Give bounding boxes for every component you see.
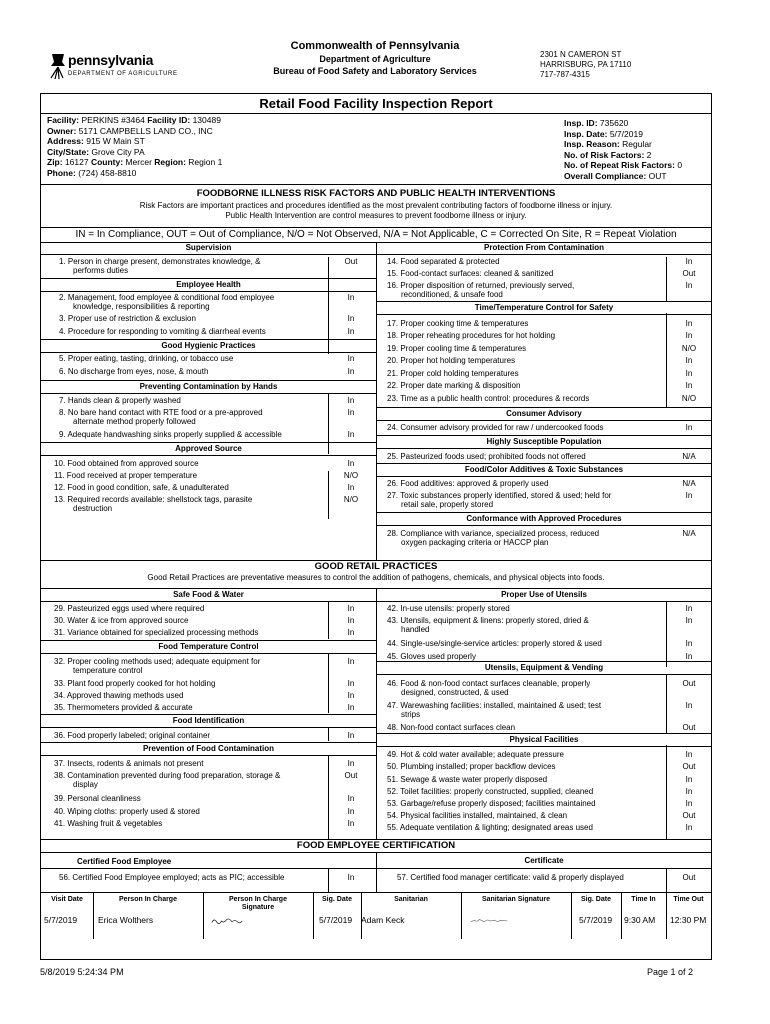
sanitarian-signature-header: Sanitarian Signature (481, 896, 551, 903)
item-text: 26. Food additives: approved & properly used (387, 479, 549, 488)
item-text: 24. Consumer advisory provided for raw / undercooked foods (387, 423, 604, 432)
item-text: 40. Wiping cloths: properly used & stored (54, 807, 200, 816)
item-text: 38. Contamination prevented during food preparation, storage & (54, 771, 281, 780)
item-text: 51. Sewage & waste water properly disposed (387, 775, 548, 784)
item-text: 52. Toilet facilities: properly constructed, supplied, cleaned (387, 787, 594, 796)
insp-id-label: Insp. ID: (564, 118, 598, 128)
item-status: Out (682, 269, 696, 278)
additives-heading: Food/Color Additives & Toxic Substances (377, 463, 711, 477)
item-status: In (685, 491, 693, 500)
sig-date: 5/7/2019 (319, 915, 353, 925)
item-text: 23. Time as a public health control: procedures & records (387, 394, 590, 403)
status-divider (328, 653, 329, 713)
inspection-report (40, 93, 712, 960)
item-status: In (347, 794, 355, 803)
agency-heading (250, 40, 500, 77)
item-status: In (347, 616, 355, 625)
item-text: 11. Food received at proper temperature (54, 471, 198, 480)
risk-factors-label: No. of Risk Factors: (564, 149, 645, 160)
employee-health-heading: Employee Health (41, 278, 376, 292)
item-status: In (685, 604, 693, 613)
cell-divider (361, 893, 362, 939)
tcs-heading: Time/Temperature Control for Safety (377, 301, 711, 315)
status-divider (666, 868, 667, 892)
item-text: 9. Adequate handwashing sinks properly supplied & accessible (59, 430, 282, 439)
compliance-legend: IN = In Compliance, OUT = Out of Compliance, N/O = Not Observed, N/A = Not Applicable, C = Corrected On Site, R = Repeat Violation (41, 227, 711, 243)
divider (41, 868, 376, 869)
item-status: In (685, 381, 693, 390)
status-divider (328, 868, 329, 892)
item-status: In (347, 396, 355, 405)
sig-date-header: Sig. Date (322, 896, 352, 903)
bureau-line: Bureau of Food Safety and Laboratory Services (273, 66, 477, 76)
pic-signature-scribble (207, 917, 247, 925)
region: Region 1 (188, 157, 223, 167)
address-phone: 717-787-4315 (540, 70, 590, 79)
item-status: In (347, 873, 355, 882)
status-divider (666, 313, 667, 407)
approved-source-heading: Approved Source (41, 442, 376, 456)
address-street: 2301 N CAMERON ST (540, 50, 622, 59)
item-status: In (347, 819, 355, 828)
item-text: 42. In-use utensils: properly stored (387, 604, 510, 613)
risk-note-1: Risk Factors are important practices and procedures identified as the most prevalent contributing factors of foodborne illness or injury. (139, 201, 613, 210)
item-text: 39. Personal cleanliness (54, 794, 141, 803)
sanitarian-header: Sanitarian (394, 896, 428, 903)
item-status: In (347, 691, 355, 700)
item-text: 57. Certified food manager certificate: valid & properly displayed (397, 873, 624, 882)
item-status: In (685, 652, 693, 661)
item-status: In (347, 354, 355, 363)
item-text: 53. Garbage/refuse properly disposed; facilities maintained (387, 799, 596, 808)
zip: 16127 (64, 157, 89, 167)
item-status: Out (682, 873, 696, 882)
cert-section-title: FOOD EMPLOYEE CERTIFICATION (41, 839, 711, 852)
item-status: Out (682, 679, 696, 688)
item-text: 16. Proper disposition of returned, previously served, (387, 281, 575, 290)
item-status: In (685, 281, 693, 290)
time-out: 12:30 PM (670, 915, 707, 925)
status-divider (328, 394, 329, 454)
item-status: N/O (343, 471, 359, 480)
item-status: N/O (681, 344, 697, 353)
pa-agriculture-logo (50, 52, 200, 92)
retail-note: Good Retail Practices are preventative measures to control the addition of pathogens, chemicals, and physical objects into foods. (147, 573, 605, 582)
protection-heading: Protection From Contamination (377, 242, 711, 255)
sanitarian-signature-scribble (465, 917, 513, 925)
phone-label: Phone: (47, 167, 76, 178)
item-status: In (347, 759, 355, 768)
risk-right-column (377, 242, 711, 560)
item-status: Out (344, 771, 358, 780)
sanitarian: Adam Keck (361, 915, 405, 925)
item-text: 49. Hot & cold water available; adequate pressure (387, 750, 564, 759)
item-text: retail sale, properly stored (401, 500, 494, 509)
item-status: In (347, 807, 355, 816)
item-text: 46. Food & non-food contact surfaces cleanable, properly (387, 679, 591, 688)
prevention-heading: Prevention of Food Contamination (41, 742, 376, 756)
utensils-heading: Proper Use of Utensils (377, 588, 711, 602)
item-status: In (347, 459, 355, 468)
item-text: 13. Required records available: shellstock tags, parasite (54, 495, 253, 504)
zip-label: Zip: (47, 157, 63, 167)
cell-divider (461, 893, 462, 939)
sig-date2-header: Sig. Date (581, 896, 611, 903)
item-status: In (685, 257, 693, 266)
item-status: Out (682, 723, 696, 732)
safe-food-heading: Safe Food & Water (41, 588, 376, 602)
supervision-heading: Supervision (41, 242, 376, 255)
hands-heading: Preventing Contamination by Hands (41, 380, 376, 394)
visit-date: 5/7/2019 (44, 915, 78, 925)
item-text: 31. Variance obtained for specialized processing methods (54, 628, 259, 637)
repeat-risk-label: No. of Repeat Risk Factors: (564, 160, 675, 170)
item-status: In (685, 787, 693, 796)
risk-factors: 2 (646, 149, 652, 160)
item-text: 35. Thermometers provided & accurate (54, 703, 193, 712)
item-text: 4. Procedure for responding to vomiting & diarrheal events (59, 327, 266, 336)
status-divider (328, 602, 329, 639)
address-label: Address: (47, 136, 84, 146)
status-divider (666, 745, 667, 839)
logo-name: pennsylvania (68, 52, 154, 68)
time-in-header: Time In (631, 896, 656, 903)
item-status: In (347, 604, 355, 613)
cell-divider (666, 893, 667, 939)
insp-date: 5/7/2019 (609, 128, 643, 139)
item-text: designed, constructed, & used (401, 688, 509, 697)
owner-label: Owner: (47, 125, 77, 136)
status-divider (328, 471, 329, 519)
department-line: Department of Agriculture (319, 54, 431, 64)
logo-subtitle: DEPARTMENT OF AGRICULTURE (68, 71, 178, 77)
item-text: knowledge, responsibilities & reporting (73, 302, 210, 311)
item-text: 28. Compliance with variance, specialized process, reduced (387, 529, 600, 538)
food-ident-heading: Food Identification (41, 714, 376, 728)
equipment-heading: Utensils, Equipment & Vending (377, 661, 711, 675)
insp-date-label: Insp. Date: (564, 128, 608, 139)
item-text: 1. Person in charge present, demonstrates knowledge, & (59, 257, 261, 266)
item-status: N/A (682, 479, 696, 488)
item-status: In (685, 369, 693, 378)
item-text: 44. Single-use/single-service articles: properly stored & used (387, 639, 602, 648)
item-text: 5. Proper eating, tasting, drinking, or tobacco use (59, 354, 234, 363)
retail-left-column (41, 588, 376, 839)
item-text: 2. Management, food employee & conditional food employee (59, 293, 275, 302)
sig-date2: 5/7/2019 (579, 915, 613, 925)
item-text: 43. Utensils, equipment & linens: properly stored, dried & (387, 616, 589, 625)
item-status: In (685, 616, 693, 625)
item-text: 25. Pasteurized foods used; prohibited foods not offered (387, 452, 586, 461)
agency-address (540, 50, 631, 80)
item-text: 29. Pasteurized eggs used where required (54, 604, 205, 613)
facility-id: 130489 (192, 115, 221, 125)
item-status: In (347, 408, 355, 417)
phone: (724) 458-8810 (78, 167, 137, 178)
item-status: In (347, 293, 355, 302)
conformance-heading: Conformance with Approved Procedures (377, 512, 711, 526)
retail-right-column (377, 588, 711, 839)
insp-reason: Regular (622, 139, 652, 149)
item-status: In (347, 628, 355, 637)
item-status: N/O (343, 495, 359, 504)
item-text: 19. Proper cooling time & temperatures (387, 344, 527, 353)
item-text: 15. Food-contact surfaces: cleaned & sanitized (387, 269, 554, 278)
item-status: In (347, 731, 355, 740)
item-status: In (347, 703, 355, 712)
pic-signature-header (203, 896, 313, 912)
cell-divider (313, 893, 314, 939)
risk-left-column (41, 242, 376, 560)
item-text: 37. Insects, rodents & animals not present (54, 759, 204, 768)
status-divider (666, 602, 667, 667)
item-text: 41. Washing fruit & vegetables (54, 819, 163, 828)
item-status: In (685, 639, 693, 648)
item-text: 21. Proper cold holding temperatures (387, 369, 519, 378)
status-divider (328, 257, 329, 354)
visit-date-header: Visit Date (51, 896, 83, 903)
item-status: Out (682, 762, 696, 771)
insp-reason-label: Insp. Reason: (564, 139, 620, 149)
item-status: In (685, 823, 693, 832)
facility-id-label: Facility ID: (147, 115, 191, 125)
risk-note-2: Public Health Intervention are control measures to prevent foodborne illness or injury. (225, 211, 527, 220)
cert-left (41, 853, 376, 891)
status-divider (328, 727, 329, 741)
hygienic-heading: Good Hygienic Practices (41, 339, 376, 353)
item-status: Out (682, 811, 696, 820)
item-text: 30. Water & ice from approved source (54, 616, 189, 625)
item-text: 20. Proper hot holding temperatures (387, 356, 516, 365)
insp-id: 735620 (599, 118, 629, 128)
item-text: performs duties (73, 266, 129, 275)
item-text: 54. Physical facilities installed, maintained, & clean (387, 811, 568, 820)
food-temp-heading: Food Temperature Control (41, 640, 376, 654)
item-text: display (73, 780, 98, 789)
item-status: In (347, 657, 355, 666)
item-text: 32. Proper cooling methods used; adequate equipment for (54, 657, 261, 666)
item-text: 45. Gloves used properly (387, 652, 476, 661)
inspection-info (564, 118, 682, 181)
advisory-heading: Consumer Advisory (377, 407, 711, 421)
cert-right-heading: Certificate (377, 853, 711, 869)
item-text: 18. Proper reheating procedures for hot holding (387, 331, 556, 340)
city: Grove City PA (91, 146, 145, 157)
item-status: In (347, 367, 355, 376)
item-text: 14. Food separated & protected (387, 257, 500, 266)
report-title: Retail Food Facility Inspection Report (41, 94, 711, 114)
item-text: 48. Non-food contact surfaces clean (387, 723, 516, 732)
item-text: handled (401, 625, 430, 634)
item-text: 27. Toxic substances properly identified, stored & used; held for (387, 491, 612, 500)
status-divider (328, 755, 329, 839)
page-number: Page 1 of 2 (647, 967, 694, 977)
item-status: In (685, 799, 693, 808)
overall-compliance-label: Overall Compliance: (564, 170, 647, 181)
time-in: 9:30 AM (624, 915, 656, 925)
item-status: In (347, 679, 355, 688)
item-text: alternate method properly followed (73, 417, 196, 426)
item-text: 8. No bare hand contact with RTE food or a pre-approved (59, 408, 263, 417)
header-line: Person In Charge (229, 896, 287, 903)
item-status: N/A (682, 452, 696, 461)
person-in-charge: Erica Wolthers (98, 915, 154, 925)
keystone-logo-icon (50, 54, 66, 80)
item-text: 6. No discharge from eyes, nose, & mouth (59, 367, 209, 376)
cell-divider (203, 893, 204, 939)
facility-label: Facility: (47, 115, 80, 125)
item-status: In (685, 775, 693, 784)
county-label: County: (90, 157, 124, 167)
divider (41, 184, 711, 185)
item-text: 34. Approved thawing methods used (54, 691, 184, 700)
item-status: In (685, 750, 693, 759)
pic-header: Person In Charge (119, 896, 177, 903)
time-out-header: Time Out (673, 896, 704, 903)
header-line: Signature (241, 904, 275, 911)
cert-right (377, 853, 711, 891)
item-text: 50. Plumbing installed; proper backflow devices (387, 762, 556, 771)
item-status: In (685, 701, 693, 710)
facility-info (47, 115, 222, 178)
signature-table (41, 892, 711, 939)
repeat-risk: 0 (677, 160, 683, 170)
item-text: 55. Adequate ventilation & lighting; designated areas used (387, 823, 593, 832)
item-status: N/O (681, 394, 697, 403)
item-text: 17. Proper cooking time & temperatures (387, 319, 529, 328)
county: Mercer (125, 157, 152, 167)
overall-compliance: OUT (648, 170, 667, 181)
commonwealth-line: Commonwealth of Pennsylvania (290, 40, 460, 52)
item-text: 7. Hands clean & properly washed (59, 396, 181, 405)
heading-text: Certified Food Employee (77, 857, 172, 866)
item-status: Out (344, 257, 358, 266)
item-status: In (685, 356, 693, 365)
item-text: strips (401, 710, 421, 719)
item-text: 36. Food properly labeled; original container (54, 731, 211, 740)
item-text: 22. Proper date marking & disposition (387, 381, 521, 390)
cell-divider (621, 893, 622, 939)
city-label: City/State: (47, 146, 90, 157)
owner: 5171 CAMPBELLS LAND CO., INC (78, 125, 213, 136)
item-status: In (685, 319, 693, 328)
cell-divider (93, 893, 94, 939)
item-text: reconditioned, & unsafe food (401, 290, 503, 299)
report-header (0, 40, 770, 90)
facility-name: PERKINS #3464 (81, 115, 145, 125)
item-status: In (347, 483, 355, 492)
item-text: oxygen packaging criteria or HACCP plan (401, 538, 549, 547)
highly-susceptible-heading: Highly Susceptible Population (377, 435, 711, 449)
status-divider (666, 257, 667, 301)
item-status: In (347, 314, 355, 323)
item-status: In (685, 423, 693, 432)
address: 915 W Main ST (86, 136, 145, 146)
physical-heading: Physical Facilities (377, 733, 711, 747)
item-text: destruction (73, 504, 113, 513)
item-status: In (685, 331, 693, 340)
region-label: Region: (154, 157, 186, 167)
item-text: 10. Food obtained from approved source (54, 459, 199, 468)
address-city: HARRISBURG, PA 17110 (540, 60, 632, 69)
item-status: In (347, 430, 355, 439)
risk-section-title: FOODBORNE ILLNESS RISK FACTORS AND PUBLIC HEALTH INTERVENTIONS (196, 188, 556, 199)
item-text: 56. Certified Food Employee employed; acts as PIC; accessible (59, 873, 285, 882)
retail-section-title: GOOD RETAIL PRACTICES (41, 560, 711, 573)
item-text: 3. Proper use of restriction & exclusion (59, 314, 196, 323)
printed-timestamp: 5/8/2019 5:24:34 PM (40, 967, 124, 977)
item-text: 12. Food in good condition, safe, & unadulterated (54, 483, 229, 492)
cell-divider (571, 893, 572, 939)
item-status: N/A (682, 529, 696, 538)
item-status: In (347, 327, 355, 336)
item-text: 33. Plant food properly cooked for hot holding (54, 679, 216, 688)
item-text: temperature control (73, 666, 143, 675)
item-text: 47. Warewashing facilities: installed, maintained & used; test (387, 701, 602, 710)
status-divider (666, 675, 667, 733)
